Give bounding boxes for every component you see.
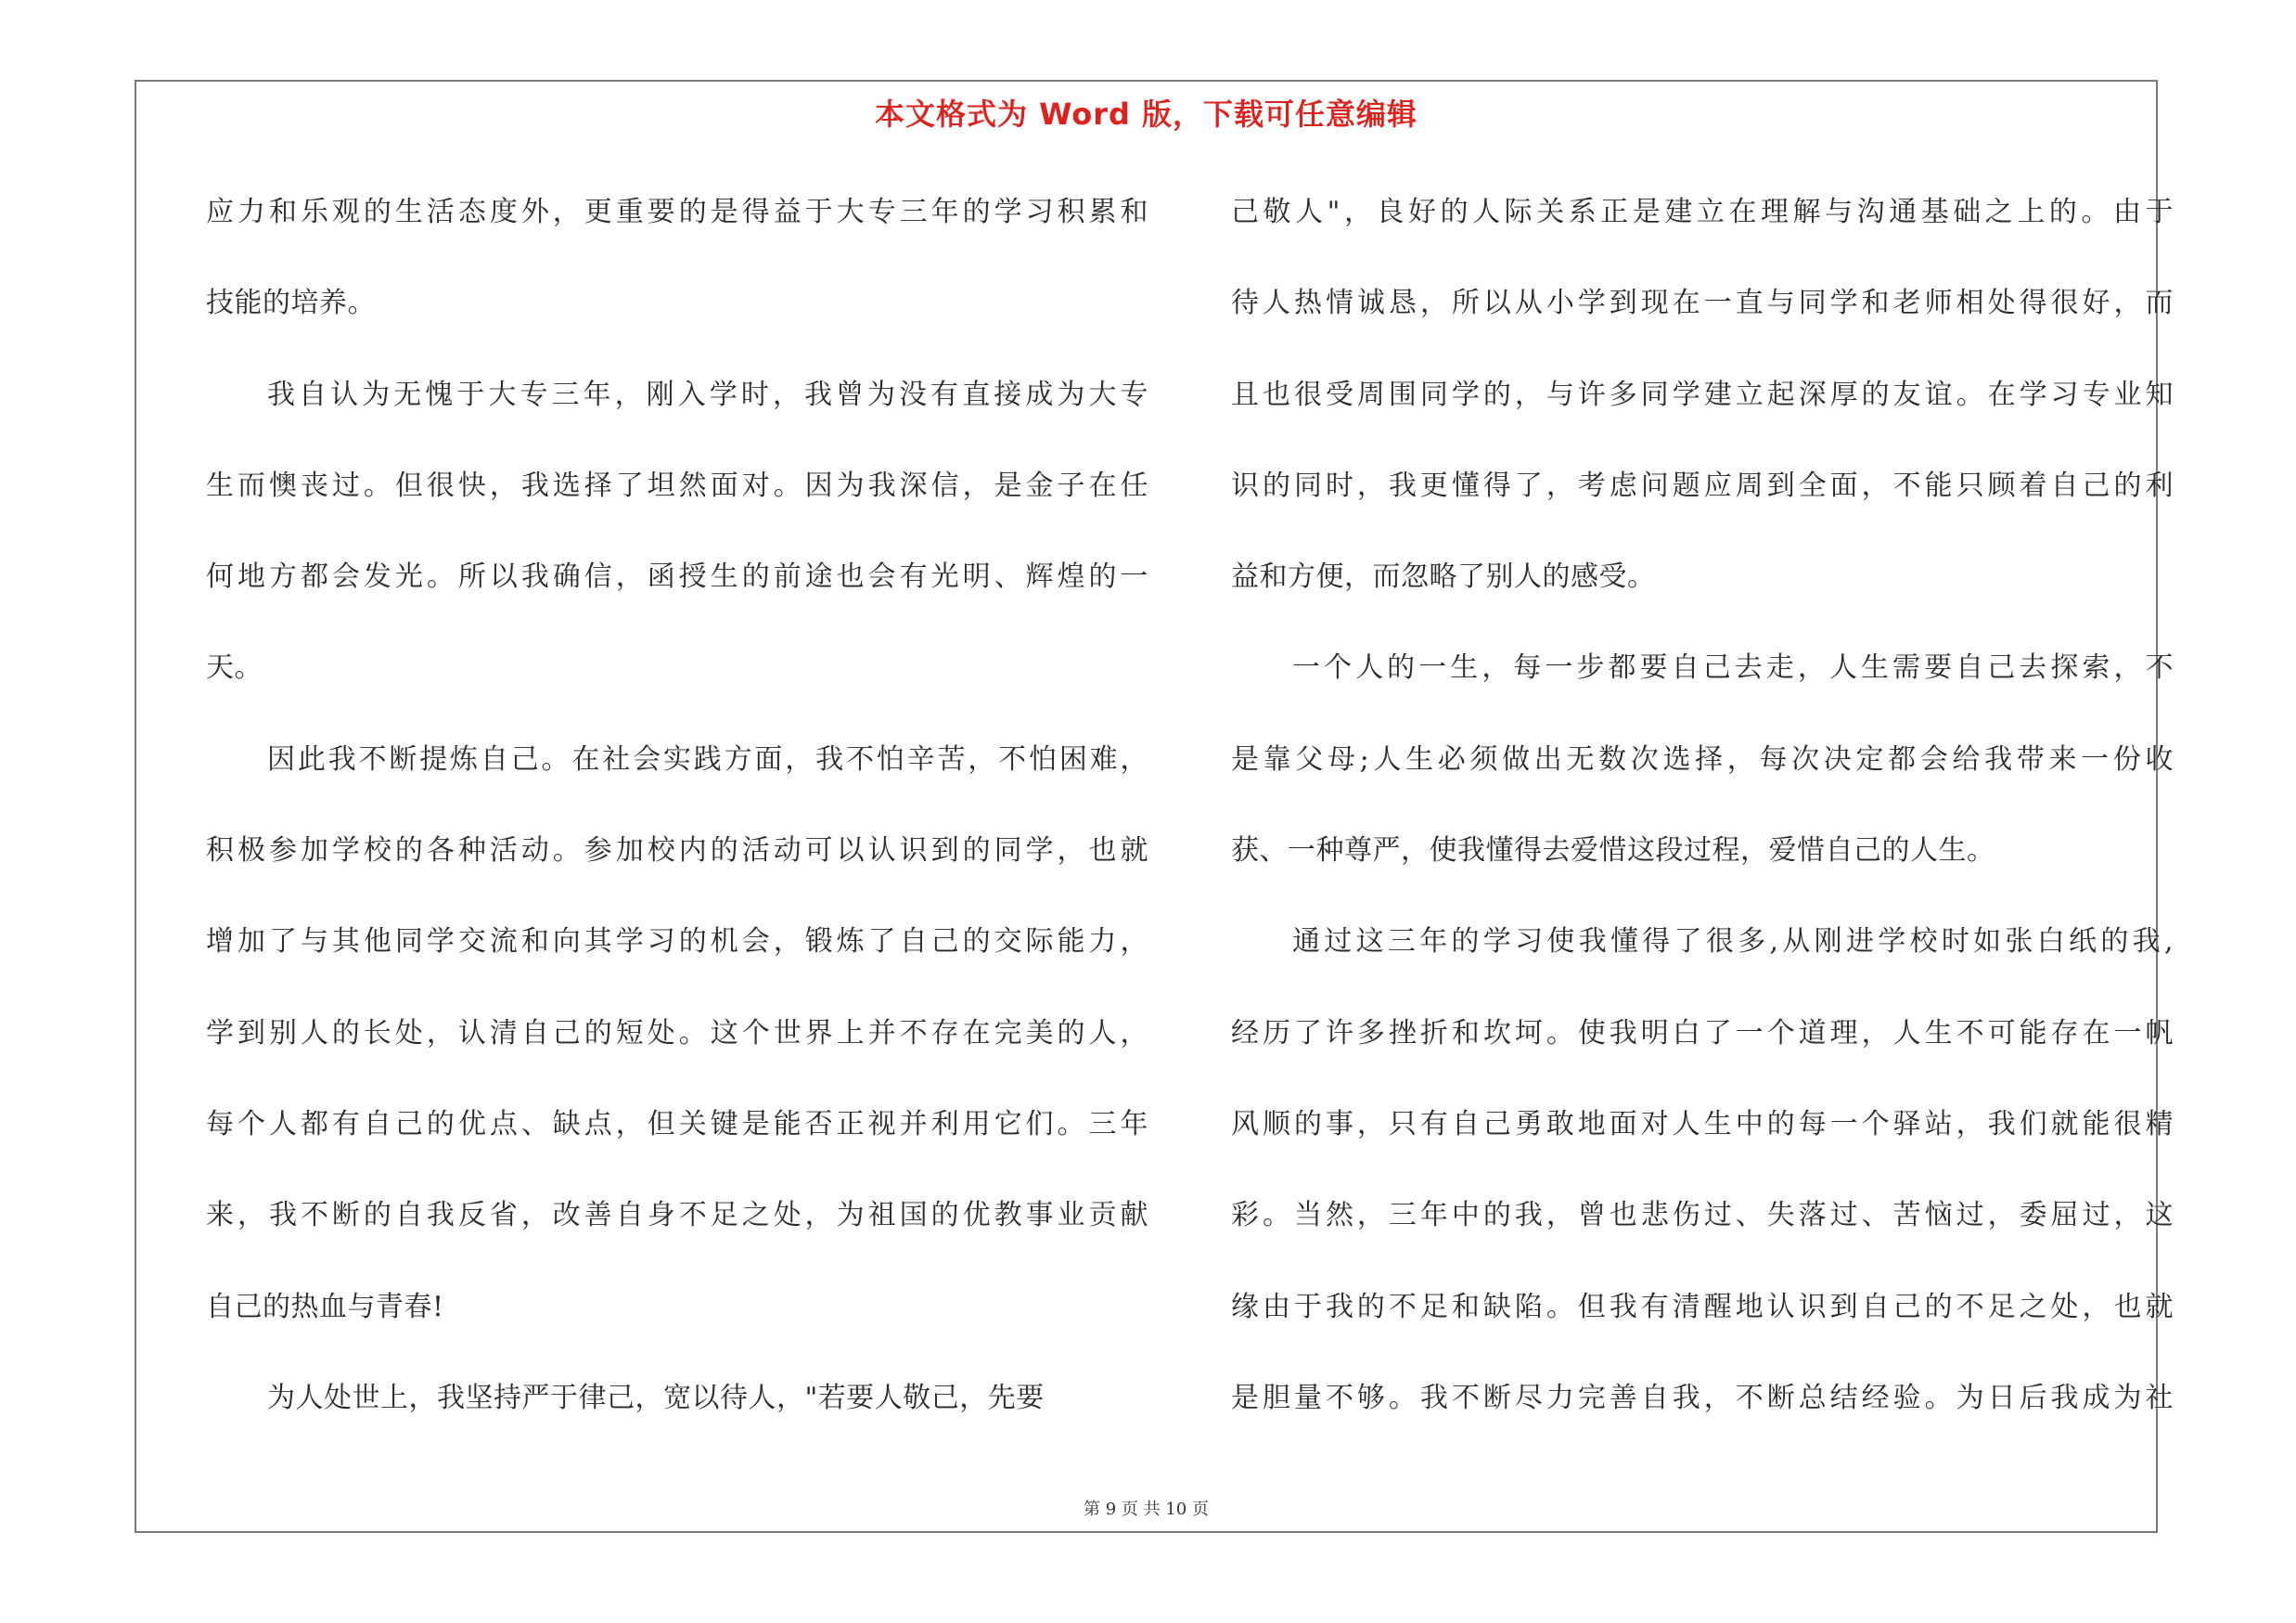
text-line: 每个人都有自己的优点、缺点，但关键是能否正视并利用它们。三年 bbox=[206, 1107, 1148, 1140]
text-line: 自己的热血与青春! bbox=[206, 1290, 444, 1323]
text-line: 何地方都会发光。所以我确信，函授生的前途也会有光明、辉煌的一 bbox=[206, 560, 1148, 594]
text-line: 通过这三年的学习使我懂得了很多,从刚进学校时如张白纸的我, bbox=[1292, 925, 2174, 959]
text-line: 生而懊丧过。但很快，我选择了坦然面对。因为我深信，是金子在任 bbox=[206, 469, 1148, 502]
text-line: 缘由于我的不足和缺陷。但我有清醒地认识到自己的不足之处，也就 bbox=[1231, 1290, 2174, 1323]
text-line: 是靠父母;人生必须做出无数次选择，每次决定都会给我带来一份收 bbox=[1231, 742, 2174, 776]
text-line: 应力和乐观的生活态度外，更重要的是得益于大专三年的学习积累和 bbox=[206, 196, 1148, 228]
text-line: 且也很受周围同学的，与许多同学建立起深厚的友谊。在学习专业知 bbox=[1231, 378, 2174, 411]
text-line: 积极参加学校的各种活动。参加校内的活动可以认识到的同学，也就 bbox=[206, 834, 1148, 868]
page-frame bbox=[135, 80, 2174, 1533]
text-line: 经历了许多挫折和坎坷。使我明白了一个道理，人生不可能存在一帆 bbox=[1231, 1016, 2174, 1050]
text-line: 为人处世上，我坚持严于律己，宽以待人，"若要人敬己，先要 bbox=[267, 1381, 1045, 1414]
header-banner: 本文格式为 Word 版，下载可任意编辑 bbox=[874, 97, 1418, 132]
text-line: 是胆量不够。我不断尽力完善自我，不断总结经验。为日后我成为社 bbox=[1231, 1381, 2174, 1414]
text-line: 学到别人的长处，认清自己的短处。这个世界上并不存在完美的人， bbox=[206, 1016, 1148, 1050]
text-line: 风顺的事，只有自己勇敢地面对人生中的每一个驿站，我们就能很精 bbox=[1231, 1107, 2174, 1140]
text-line: 一个人的一生，每一步都要自己去走，人生需要自己去探索，不 bbox=[1292, 651, 2174, 685]
text-line: 益和方便，而忽略了别人的感受。 bbox=[1231, 560, 1656, 594]
text-line: 因此我不断提炼自己。在社会实践方面，我不怕辛苦，不怕困难， bbox=[267, 742, 1148, 776]
text-line: 来，我不断的自我反省，改善自身不足之处，为祖国的优教事业贡献 bbox=[206, 1199, 1148, 1232]
text-line: 识的同时，我更懂得了，考虑问题应周到全面，不能只顾着自己的利 bbox=[1231, 469, 2174, 502]
text-line: 获、一种尊严，使我懂得去爱惜这段过程，爱惜自己的人生。 bbox=[1231, 834, 1995, 868]
page-number: 第 9 页 共 10 页 bbox=[1084, 1500, 1209, 1519]
right-column bbox=[1231, 167, 2174, 1444]
text-line: 增加了与其他同学交流和向其学习的机会，锻炼了自己的交际能力， bbox=[206, 925, 1148, 959]
text-line: 己敬人"，良好的人际关系正是建立在理解与沟通基础之上的。由于 bbox=[1231, 196, 2174, 228]
left-column bbox=[206, 167, 1148, 1444]
text-line: 彩。当然，三年中的我，曾也悲伤过、失落过、苦恼过，委屈过，这 bbox=[1231, 1199, 2174, 1232]
text-line: 技能的培养。 bbox=[206, 287, 376, 320]
text-line: 天。 bbox=[206, 651, 263, 685]
text-line: 我自认为无愧于大专三年，刚入学时，我曾为没有直接成为大专 bbox=[267, 378, 1148, 411]
text-line: 待人热情诚恳，所以从小学到现在一直与同学和老师相处得很好，而 bbox=[1231, 287, 2174, 320]
